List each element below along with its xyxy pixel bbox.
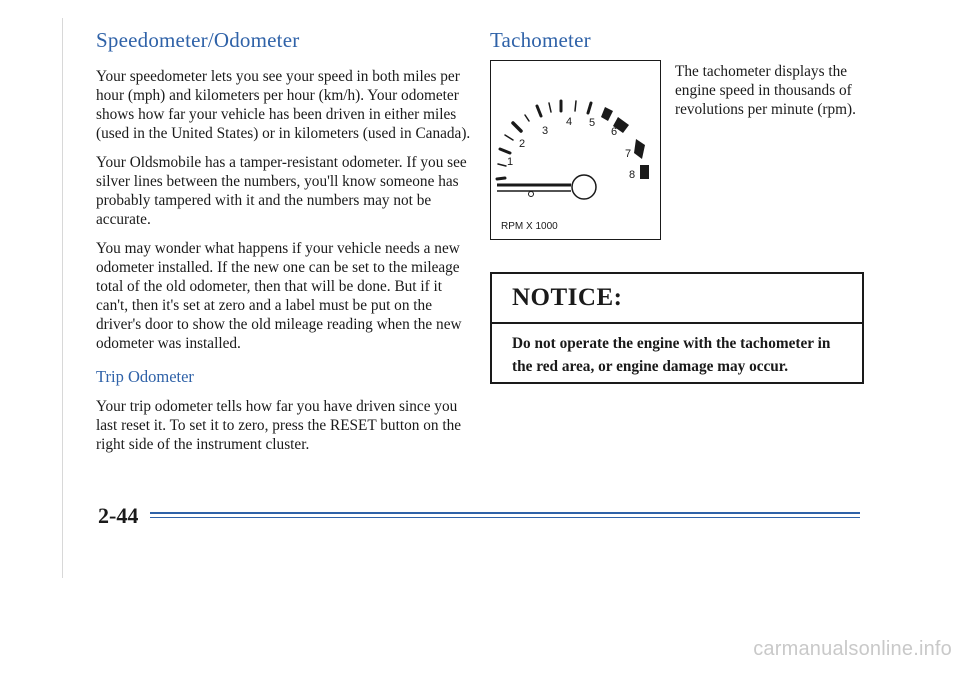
tachometer-dial-icon [491,61,662,241]
tachometer-illustration [490,60,661,240]
dial-number-6: 6 [611,126,618,138]
needle-icon [497,175,596,199]
section-heading-speedometer: Speedometer/Odometer [96,28,300,52]
tachometer-description: The tachometer displays the engine speed in thousands of revolutions per minute (rpm). [675,63,856,118]
notice-title: NOTICE: [512,284,623,311]
section-heading-tachometer: Tachometer [490,28,591,52]
speedometer-section [96,28,476,464]
dial-number-8: 8 [629,169,636,181]
paragraph: Your speedometer lets you see your speed in both miles per hour (mph) and kilometers per hour (km/h). Your odometer shows how far your vehicle has been driven in either miles (used in the United States) or in kilometers (used in Canada). [96,68,471,142]
subheading-trip-odometer: Trip Odometer [96,367,194,386]
dial-number-1: 1 [507,156,514,168]
dial-number-2: 2 [519,138,526,150]
paragraph: Your trip odometer tells how far you have driven since you last reset it. To set it to zero, press the RESET button on the right side of the instrument cluster. [96,398,462,453]
gauge-caption: RPM X 1000 [501,221,558,232]
notice-box [490,272,864,384]
paragraph: Your Oldsmobile has a tamper-resistant odometer. If you see silver lines between the numbers, you'll know someone has probably tampered with it and the numbers may not be accurate. [96,154,467,228]
footer-rule [150,512,860,514]
dial-number-7: 7 [625,148,632,160]
page-edge-rule [62,18,63,578]
paragraph: You may wonder what happens if your vehicle needs a new odometer installed. If the new one can be set to the mileage total of the old odometer, then that will be done. But if it can't, then it's set at zero and a label must be put on the driver's door to show the old mileage reading when the new odometer was installed. [96,240,462,352]
notice-divider [492,322,862,324]
dial-number-3: 3 [542,125,549,137]
tachometer-section [490,28,870,375]
watermark: carmanualsonline.info [753,638,952,660]
footer-rule-thin [150,517,860,518]
dial-number-4: 4 [566,116,573,128]
page-number: 2-44 [98,503,139,528]
notice-text: Do not operate the engine with the tachometer in the red area, or engine damage may occur. [512,335,831,375]
dial-number-5: 5 [589,117,596,129]
